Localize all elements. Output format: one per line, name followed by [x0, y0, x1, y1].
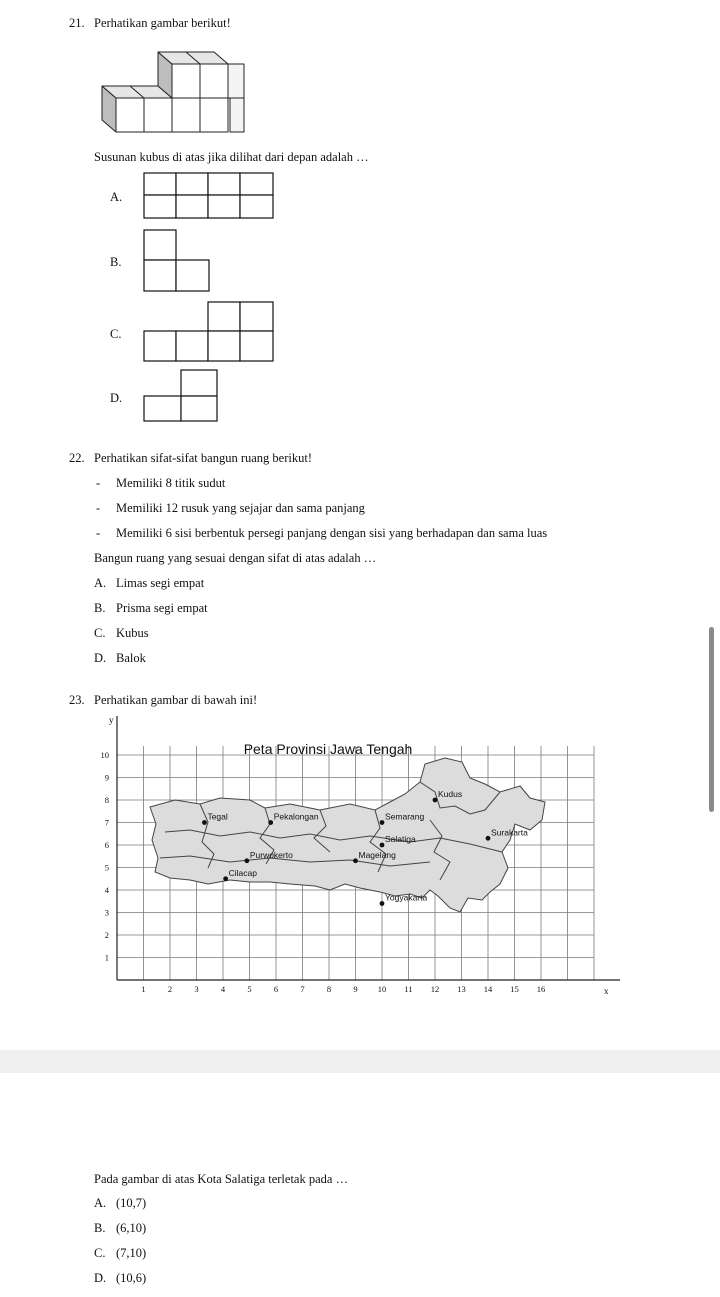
y-tick-label: 5: [104, 862, 109, 873]
x-tick-label: 10: [377, 984, 387, 994]
q22-option-a-text[interactable]: Limas segi empat: [116, 576, 205, 590]
x-tick-label: 9: [353, 984, 358, 994]
q22-bullet-1: Memiliki 8 titik sudut: [116, 476, 226, 490]
q22-question: Bangun ruang yang sesuai dengan sifat di atas adalah …: [94, 551, 377, 565]
q21-option-d-shape[interactable]: [143, 369, 219, 423]
city-label: Pekalongan: [273, 811, 319, 822]
q22-bullet-marker: -: [96, 526, 101, 540]
x-tick-label: 15: [510, 984, 519, 994]
x-tick-label: 5: [247, 984, 252, 994]
city-marker: [268, 820, 273, 825]
city-marker: [353, 858, 358, 863]
x-tick-label: 3: [194, 984, 199, 994]
q22-option-b-label[interactable]: B.: [94, 601, 106, 615]
q23-option-c-label[interactable]: C.: [94, 1246, 106, 1260]
x-tick-label: 8: [326, 984, 332, 994]
y-tick-label: 9: [104, 772, 109, 783]
city-label: Salatiga: [385, 834, 416, 844]
x-tick-label: 1: [141, 984, 146, 994]
q22-bullet-marker: -: [96, 501, 101, 515]
q21-number: 21.: [69, 16, 85, 30]
q21-prompt: Perhatikan gambar berikut!: [94, 16, 231, 30]
q23-number: 23.: [69, 693, 85, 707]
q22-option-d-text[interactable]: Balok: [116, 651, 146, 665]
x-tick-label: 14: [483, 984, 493, 994]
y-tick-label: 4: [104, 885, 109, 895]
q21-option-d-label[interactable]: D.: [110, 391, 123, 405]
q23-option-a-label[interactable]: A.: [94, 1196, 107, 1210]
city-label: Kudus: [438, 789, 463, 799]
city-marker: [380, 901, 385, 906]
q22-bullet-marker: -: [96, 476, 101, 490]
x-tick-label: 6: [273, 984, 279, 994]
q21-option-c-shape[interactable]: [143, 301, 275, 363]
q23-question: Pada gambar di atas Kota Salatiga terletak pada …: [94, 1172, 349, 1186]
cube-arrangement-figure: [98, 46, 258, 138]
x-tick-label: 7: [300, 984, 305, 994]
q21-question: Susunan kubus di atas jika dilihat dari depan adalah …: [94, 150, 369, 164]
java-map-figure: [90, 712, 620, 1002]
q23-option-b-text[interactable]: (6,10): [116, 1221, 147, 1235]
y-tick-label: 1: [104, 952, 109, 963]
q21-option-a-shape[interactable]: [143, 172, 275, 220]
city-marker: [380, 820, 385, 825]
q22-number: 22.: [69, 451, 85, 465]
q23-option-d-label[interactable]: D.: [94, 1271, 107, 1285]
q23-option-c-text[interactable]: (7,10): [116, 1246, 147, 1260]
q21-option-b-label[interactable]: B.: [110, 255, 122, 269]
city-label: Magelang: [358, 849, 396, 860]
city-label: Yogyakarta: [385, 892, 428, 903]
city-marker: [380, 843, 385, 848]
city-marker: [202, 820, 207, 825]
city-label: Cilacap: [228, 867, 258, 878]
q23-option-d-text[interactable]: (10,6): [116, 1271, 147, 1285]
q22-option-d-label[interactable]: D.: [94, 651, 107, 665]
q22-bullet-2: Memiliki 12 rusuk yang sejajar dan sama panjang: [116, 501, 365, 515]
city-label: Tegal: [207, 811, 228, 822]
q22-option-b-text[interactable]: Prisma segi empat: [116, 601, 208, 615]
q21-option-c-label[interactable]: C.: [110, 327, 122, 341]
y-tick-label: 6: [104, 840, 109, 850]
x-axis-label: x: [604, 986, 609, 996]
x-tick-label: 12: [430, 984, 440, 994]
q23-option-a-text[interactable]: (10,7): [116, 1196, 147, 1210]
y-tick-label: 8: [104, 795, 109, 805]
city-label: Surakarta: [491, 827, 528, 838]
q23-prompt: Perhatikan gambar di bawah ini!: [94, 693, 258, 707]
y-tick-label: 7: [104, 817, 109, 828]
city-marker: [433, 798, 438, 803]
city-marker: [244, 858, 249, 863]
x-tick-label: 13: [457, 984, 466, 994]
x-tick-label: 2: [167, 984, 173, 994]
q22-option-c-text[interactable]: Kubus: [116, 626, 149, 640]
q22-bullet-3: Memiliki 6 sisi berbentuk persegi panjang dengan sisi yang berhadapan dan sama luas: [116, 526, 548, 540]
city-label: Semarang: [385, 811, 425, 822]
page-gap-band: [0, 1050, 720, 1073]
q21-option-b-shape[interactable]: [143, 229, 211, 293]
x-tick-label: 4: [220, 984, 226, 994]
map-title: Peta Provinsi Jawa Tengah: [243, 741, 413, 757]
city-label: Purwokerto: [249, 849, 293, 860]
x-tick-label: 16: [536, 984, 546, 994]
q22-option-a-label[interactable]: A.: [94, 576, 107, 590]
scrollbar-thumb[interactable]: [709, 627, 714, 812]
city-marker: [486, 836, 491, 841]
q23-option-b-label[interactable]: B.: [94, 1221, 106, 1235]
y-tick-label: 2: [104, 930, 109, 940]
x-tick-label: 11: [404, 984, 413, 994]
city-marker: [223, 876, 228, 881]
y-tick-label: 10: [100, 750, 109, 760]
y-tick-label: 3: [104, 907, 109, 918]
province-map-shape: [150, 758, 545, 912]
q21-option-a-label[interactable]: A.: [110, 190, 123, 204]
q22-prompt: Perhatikan sifat-sifat bangun ruang berikut!: [94, 451, 312, 465]
q22-option-c-label[interactable]: C.: [94, 626, 106, 640]
y-axis-label: y: [109, 715, 114, 725]
